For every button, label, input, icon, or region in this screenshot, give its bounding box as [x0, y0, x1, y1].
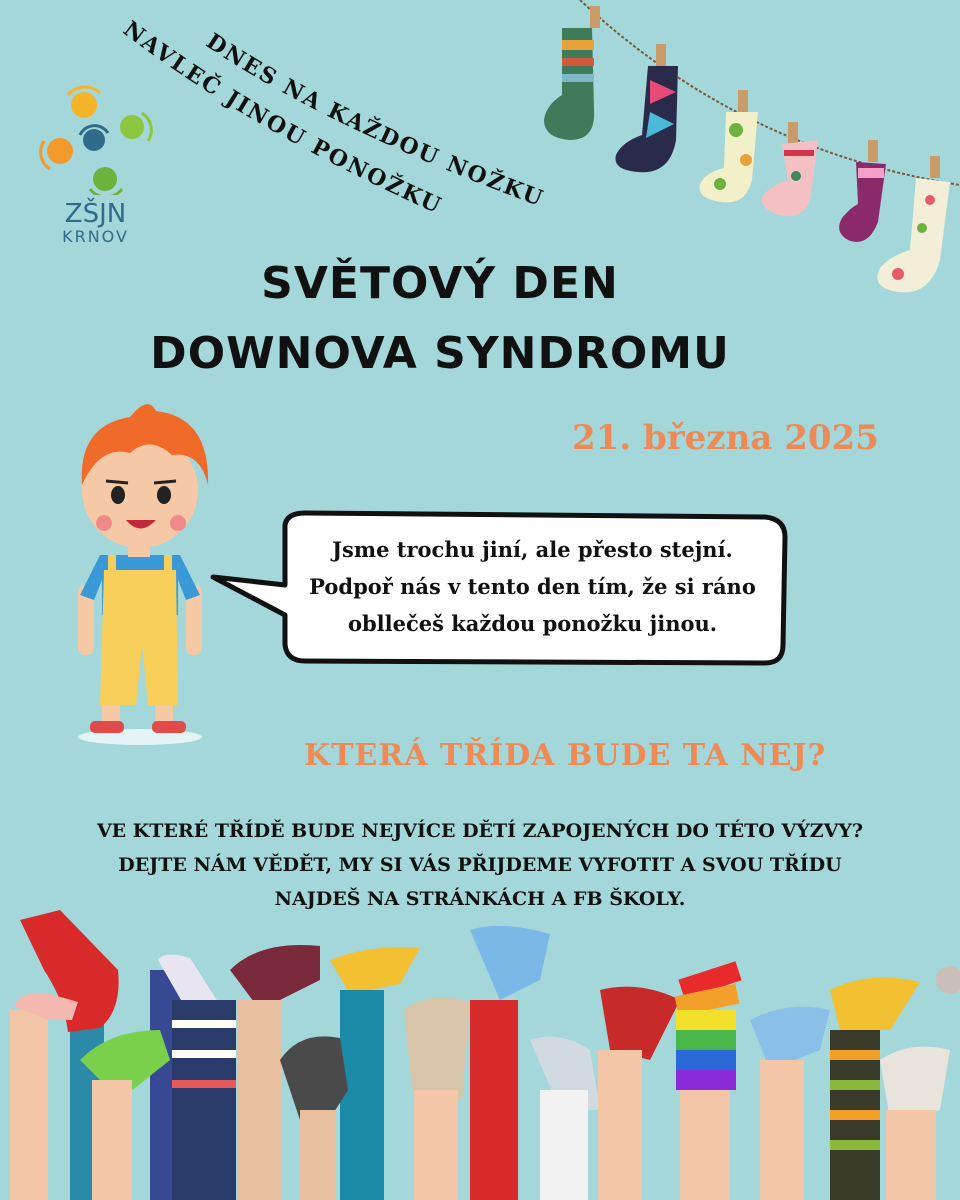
- motto-line-2: NAVLEČ JINOU PONOŽKU: [118, 15, 447, 220]
- leg-sock-icon: [280, 1036, 348, 1200]
- page-title-line-2: DOWNOVA SYNDROMU: [150, 328, 730, 379]
- logo-city: KRNOV: [62, 227, 129, 246]
- leg-sock-icon: [150, 954, 236, 1200]
- body-line-2: DEJTE NÁM VĚDĚT, MY SI VÁS PŘIJDEME VYFOTIT A SVOU TŘÍDU: [118, 854, 842, 876]
- hanging-sock-icon: [699, 90, 758, 203]
- hanging-sock-icon: [762, 122, 818, 216]
- event-date: 21. března 2025: [572, 418, 879, 458]
- motto: [110, 10, 570, 240]
- challenge-description: [0, 814, 960, 916]
- page-title-line-1: SVĚTOVÝ DEN: [261, 258, 619, 309]
- logo-name: ZŠJN: [64, 199, 127, 229]
- body-line-1: VE KTERÉ TŘÍDĚ BUDE NEJVÍCE DĚTÍ ZAPOJENÝCH DO TÉTO VÝZVY?: [96, 820, 864, 842]
- speech-line-3: obllečeš každou ponožku jinou.: [347, 611, 718, 636]
- body-line-3: NAJDEŠ NA STRÁNKÁCH A FB ŠKOLY.: [274, 888, 686, 910]
- leg-sock-icon: [530, 1037, 600, 1200]
- speech-line-1: Jsme trochu jiní, ale přesto stejní.: [332, 537, 733, 562]
- speech-line-2: Podpoř nás v tento den tím, že si ráno: [309, 574, 756, 599]
- speech-bubble-text: [285, 531, 780, 642]
- hanging-sock-icon: [544, 6, 600, 140]
- leg-sock-icon: [598, 987, 680, 1200]
- challenge-question: KTERÁ TŘÍDA BUDE TA NEJ?: [304, 738, 827, 773]
- hanging-sock-icon: [839, 140, 886, 242]
- hanging-sock-icon: [615, 44, 678, 172]
- leg-sock-icon: [750, 1007, 830, 1200]
- leg-sock-icon: [470, 926, 550, 1200]
- leg-sock-icon: [675, 961, 742, 1200]
- legs-with-socks-photo: [0, 910, 960, 1200]
- motto-line-1: DNES NA KAŽDOU NOŽKU: [201, 28, 548, 213]
- leg-sock-icon: [404, 998, 470, 1200]
